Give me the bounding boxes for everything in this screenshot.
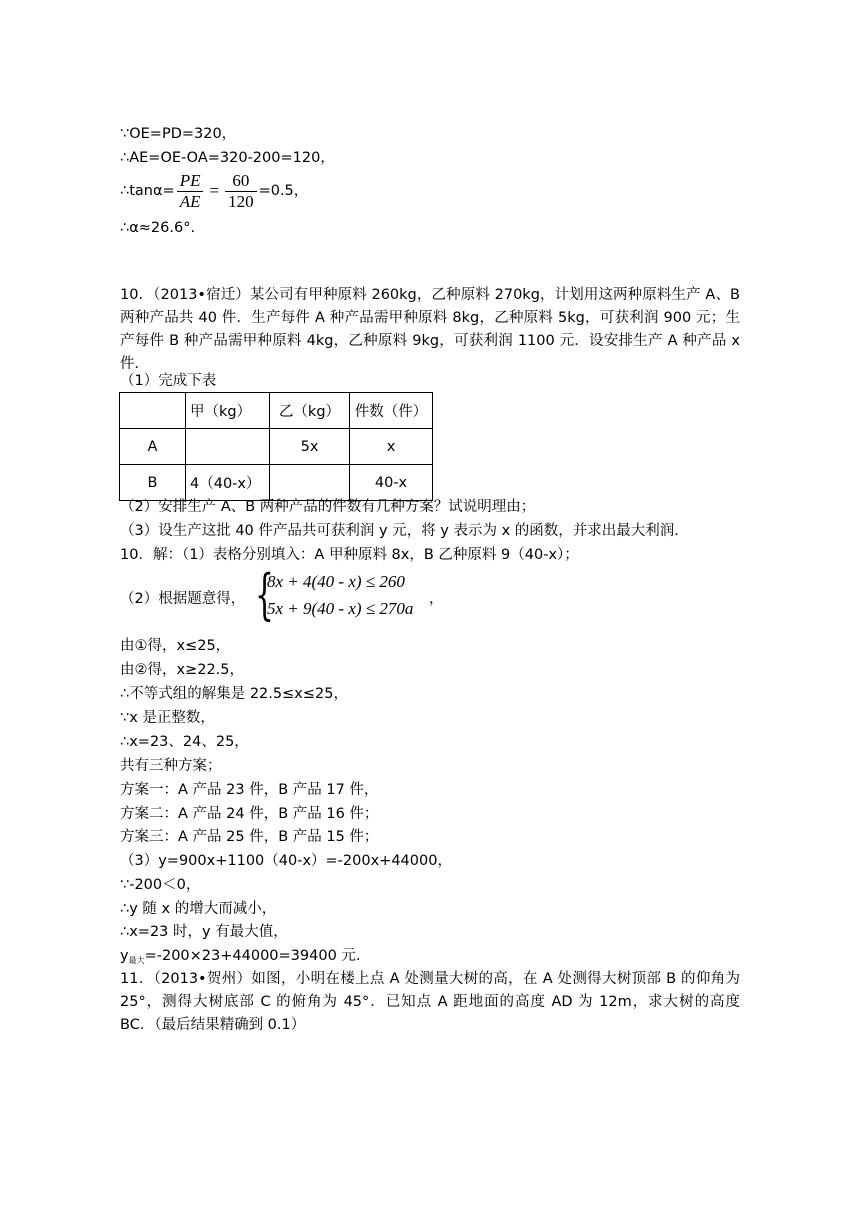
table-header-cell: 乙（kg） — [270, 393, 350, 429]
text-line: ∴α≈26.6°. — [120, 220, 196, 236]
table-cell — [186, 429, 270, 465]
table-cell: x — [350, 429, 433, 465]
table-header-cell: 件数（件） — [350, 393, 433, 429]
inequality-1: 8x + 4(40 - x) ≤ 260 — [267, 572, 405, 591]
text-line: ∴x=23、24、25， — [120, 734, 249, 750]
ymax-subscript: 最大 — [128, 956, 145, 965]
table-row — [120, 429, 433, 465]
text-line: ∴y 随 x 的增大而减小， — [120, 901, 277, 917]
fraction-pe-ae — [177, 171, 204, 212]
text-line: （3）y=900x+1100（40-x）=-200x+44000， — [120, 853, 452, 869]
table-cell: 4（40-x） — [186, 465, 270, 501]
text-line: ∴AE=OE-OA=320-200=120， — [120, 150, 335, 166]
ymax-line — [120, 946, 361, 968]
table-cell: A — [120, 429, 186, 465]
left-brace: { — [255, 563, 274, 626]
text-line: 方案一：A 产品 23 件，B 产品 17 件， — [120, 782, 379, 798]
text-line: 共有三种方案； — [120, 758, 222, 774]
text-line: ∵x 是正整数， — [120, 710, 215, 726]
text-line: ∴x=23 时，y 有最大值， — [120, 924, 288, 940]
fraction-numerator: 60 — [232, 170, 250, 190]
text-line: 方案三：A 产品 25 件，B 产品 15 件； — [120, 829, 379, 845]
table-cell: 5x — [270, 429, 350, 465]
materials-table — [119, 392, 433, 501]
fraction-denominator: 120 — [225, 191, 257, 212]
ymax-y: y — [120, 948, 129, 964]
fraction-numerator: PE — [179, 170, 201, 190]
text-line: 方案二：A 产品 24 件，B 产品 16 件； — [120, 806, 379, 822]
question-10: 10．（2013•宿迁）某公司有甲种原料 260kg，乙种原料 270kg，计划用这两种原料生产 A、B 两种产品共 40 件．生产每件 A 种产品需甲种原料 8kg，乙种原料 5kg，可获利润 900 元；生产每件 B 种产品需甲种原料 4kg，乙种原料 9kg，可获利润 1100 元．设安排生产 A 种产品 x 件． — [120, 287, 740, 372]
text-line: 10．解：（1）表格分别填入：A 甲种原料 8x，B 乙种原料 9（40-x）； — [120, 547, 579, 563]
text-line: （1）完成下表 — [120, 373, 217, 389]
text-line: ∴不等式组的解集是 22.5≤x≤25， — [120, 686, 348, 702]
table-header-cell: 甲（kg） — [186, 393, 270, 429]
fraction-60-120 — [225, 171, 257, 212]
table-cell: B — [120, 465, 186, 501]
fraction-denominator: AE — [177, 191, 204, 212]
table-cell — [270, 465, 350, 501]
table-cell: 40-x — [350, 465, 433, 501]
tan-suffix: =0.5， — [258, 183, 309, 199]
table-row — [120, 465, 433, 501]
system-comma: ， — [429, 591, 444, 607]
tan-prefix: ∴tanα= — [120, 183, 175, 199]
table-header-row — [120, 393, 433, 429]
text-line: （3）设生产这批 40 件产品共可获利润 y 元，将 y 表示为 x 的函数，并求出最大利润. — [120, 523, 679, 539]
system-label: （2）根据题意得， — [120, 591, 246, 607]
inequality-2: 5x + 9(40 - x) ≤ 270a — [267, 599, 414, 618]
text-line: 由②得，x≥22.5， — [120, 662, 245, 678]
tan-formula — [120, 168, 308, 214]
table-header-cell — [120, 393, 186, 429]
text-line: （2）安排生产 A、B 两种产品的件数有几种方案？试说明理由； — [120, 499, 536, 515]
question-11: 11．（2013•贺州）如图，小明在楼上点 A 处测量大树的高，在 A 处测得大树顶部 B 的仰角为 25°，测得大树底部 C 的俯角为 45°．已知点 A 距地面的高度 AD 为 12m，求大树的高度 BC．（最后结果精确到 0.1） — [120, 971, 740, 1033]
text-line: ∵OE=PD=320， — [120, 126, 237, 142]
text-line: 由①得，x≤25， — [120, 638, 231, 654]
ymax-rest: =-200×23+44000=39400 元. — [144, 948, 361, 964]
text-line: ∵-200＜0， — [120, 877, 201, 893]
equals-sign: = — [209, 181, 220, 200]
